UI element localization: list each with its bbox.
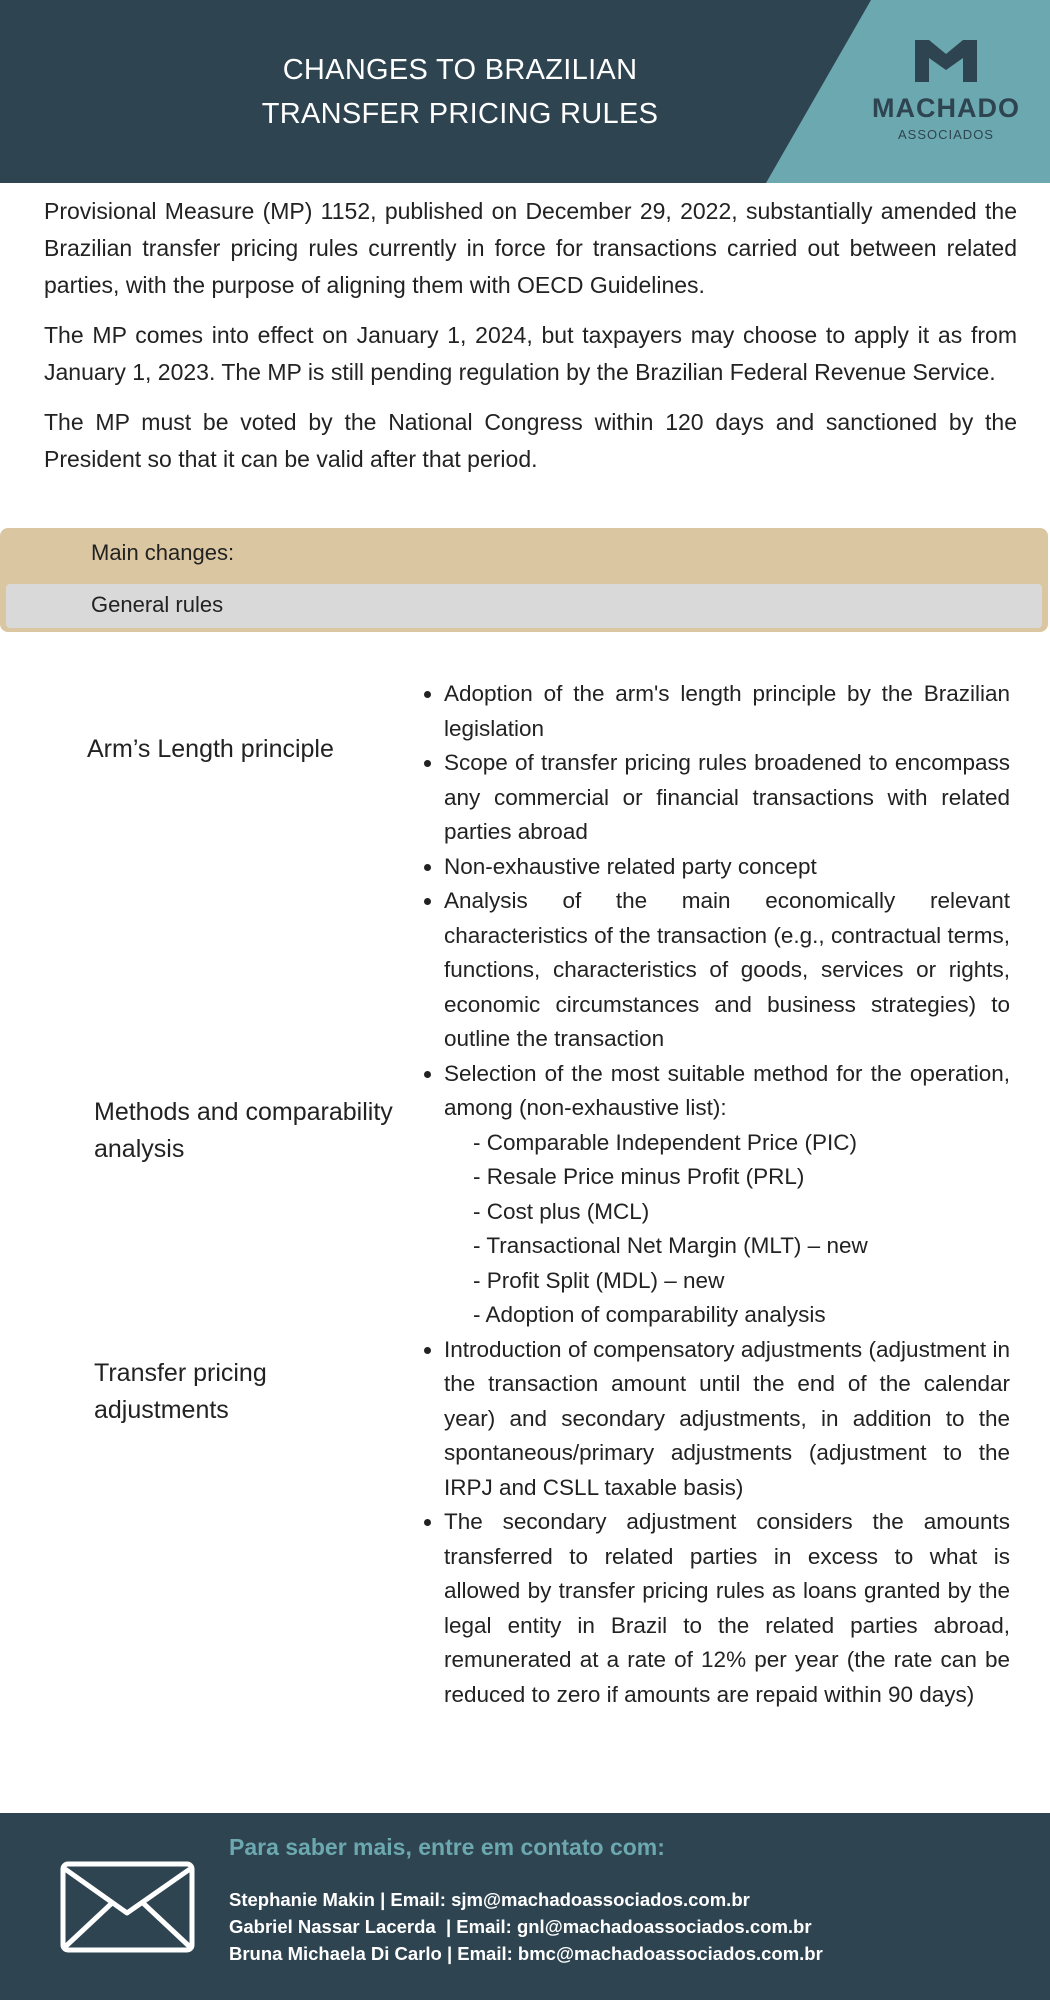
method-item: - Adoption of comparability analysis [473, 1302, 826, 1327]
list-item: • Analysis of the main economically relevant characteristics of the transaction (e.g., contractual terms, functions, characteristics of goods, services or rights, economic circumstances and business strategies) to outline the transaction [444, 884, 1010, 1057]
logo-name: MACHADO [872, 93, 1020, 123]
logo-m-icon [915, 40, 977, 82]
list-item: • Non-exhaustive related party concept [444, 850, 1010, 885]
main-changes-label: Main changes: [91, 540, 235, 565]
page-title [240, 48, 680, 136]
general-rules-bar [6, 584, 1042, 628]
method-item: - Comparable Independent Price (PIC) [473, 1129, 857, 1155]
intro-paragraph: Provisional Measure (MP) 1152, published on December 29, 2022, substantially amended the Brazilian transfer pricing rules currently in force for transactions carried out between related parties, with the purpose of aligning them with OECD Guidelines. [44, 198, 1017, 298]
contact-line: Bruna Michaela Di Carlo | Email: bmc@machadoassociados.com.br [229, 1943, 823, 1964]
contact-heading: Para saber mais, entre em contato com: [229, 1834, 665, 1860]
contact-line: Gabriel Nassar Lacerda | Email: gnl@machadoassociados.com.br [229, 1916, 812, 1937]
list-item: • Scope of transfer pricing rules broadened to encompass any commercial or financial transactions with related parties abroad [444, 746, 1010, 850]
list-item: • Introduction of compensatory adjustments (adjustment in the transaction amount until the end of the calendar year) and secondary adjustments, in addition to the spontaneous/primary adjustments (adjustment to the IRPJ and CSLL taxable basis) [444, 1333, 1010, 1506]
list-item-text: Selection of the most suitable method for the operation, among (non-exhaustive list): [444, 1060, 1010, 1120]
contact-line: Stephanie Makin | Email: sjm@machadoassociados.com.br [229, 1889, 750, 1910]
contact-list [229, 1886, 823, 1967]
section-label-methods: Methods and comparability analysis [94, 1098, 393, 1163]
intro-paragraph: The MP must be voted by the National Congress within 120 days and sanctioned by the President so that it can be valid after that period. [44, 409, 1017, 472]
logo-panel [766, 0, 1050, 183]
logo-subtitle: ASSOCIADOS [898, 127, 994, 142]
title-line-1: CHANGES TO BRAZILIAN [282, 54, 638, 86]
section-label-arms-length: Arm’s Length principle [87, 735, 334, 763]
contact-footer [0, 1813, 1050, 2000]
general-rules-label: General rules [91, 592, 224, 617]
list-item: • Adoption of the arm's length principle by the Brazilian legislation [444, 677, 1010, 746]
method-item: - Resale Price minus Profit (PRL) [473, 1164, 805, 1189]
list-item [444, 1057, 1010, 1333]
page-header [0, 0, 1050, 183]
method-item: - Cost plus (MCL) [473, 1198, 650, 1224]
changes-bullet-list [415, 677, 1010, 1712]
envelope-icon [60, 1861, 195, 1953]
list-item: • The secondary adjustment considers the amounts transferred to related parties in excess to what is allowed by transfer pricing rules as loans granted by the legal entity in Brazil to the related parties abroad, remunerated at a rate of 12% per year (the rate can be reduced to zero if amounts are repaid within 90 days) [444, 1505, 1010, 1712]
title-line-2: TRANSFER PRICING RULES [261, 98, 659, 130]
methods-sublist [444, 1126, 1010, 1333]
section-label-adjustments: Transfer pricing adjustments [94, 1359, 267, 1424]
method-item: - Transactional Net Margin (MLT) – new [473, 1233, 868, 1258]
intro-section [44, 193, 1017, 491]
main-changes-box [0, 528, 1048, 632]
intro-paragraph: The MP comes into effect on January 1, 2024, but taxpayers may choose to apply it as from January 1, 2023. The MP is still pending regulation by the Brazilian Federal Revenue Service. [44, 322, 1017, 385]
method-item: - Profit Split (MDL) – new [473, 1267, 725, 1293]
